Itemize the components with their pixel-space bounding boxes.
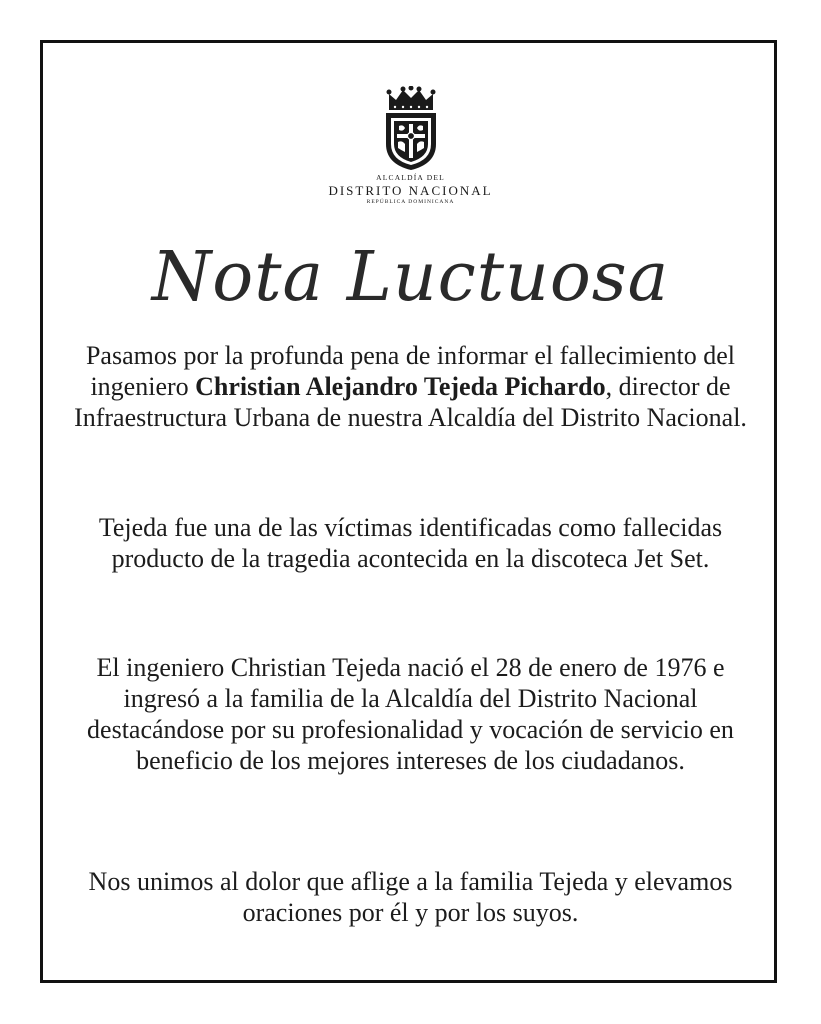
page-title: Nota Luctuosa [151, 238, 670, 317]
paragraph-biography: El ingeniero Christian Tejeda nació el 28 de enero de 1976 e ingresó a la familia de la Alcaldía del Distrito Nacional destacándose por su profesionalidad y vocación de servicio en beneficio de los mejores intereses de los ciudadanos. [87, 653, 734, 775]
deceased-name: Christian Alejandro Tejeda Pichardo [195, 372, 606, 401]
announcement-text-end: , director de Infraestructura Urbana de nuestra Alcaldía del Distrito Nacional. [74, 372, 747, 432]
announcement-text-start: Pasamos por la profunda pena de informar el fallecimiento del ingeniero [85, 341, 736, 401]
org-line-alcaldia: ALCALDÍA DEL [376, 173, 445, 182]
paragraph-condolences: Nos unimos al dolor que aflige a la familia Tejeda y elevamos oraciones por él y por los suyos. [88, 867, 733, 927]
coat-of-arms-icon [383, 86, 439, 172]
org-line-republica: REPÚBLICA DOMINICANA [366, 199, 455, 205]
paragraph-victim: Tejeda fue una de las víctimas identificadas como fallecidas producto de la tragedia acontecida en la discoteca Jet Set. [98, 513, 723, 573]
org-line-distrito-nacional: DISTRITO NACIONAL [328, 183, 493, 198]
paragraph-announcement [60, 340, 761, 433]
